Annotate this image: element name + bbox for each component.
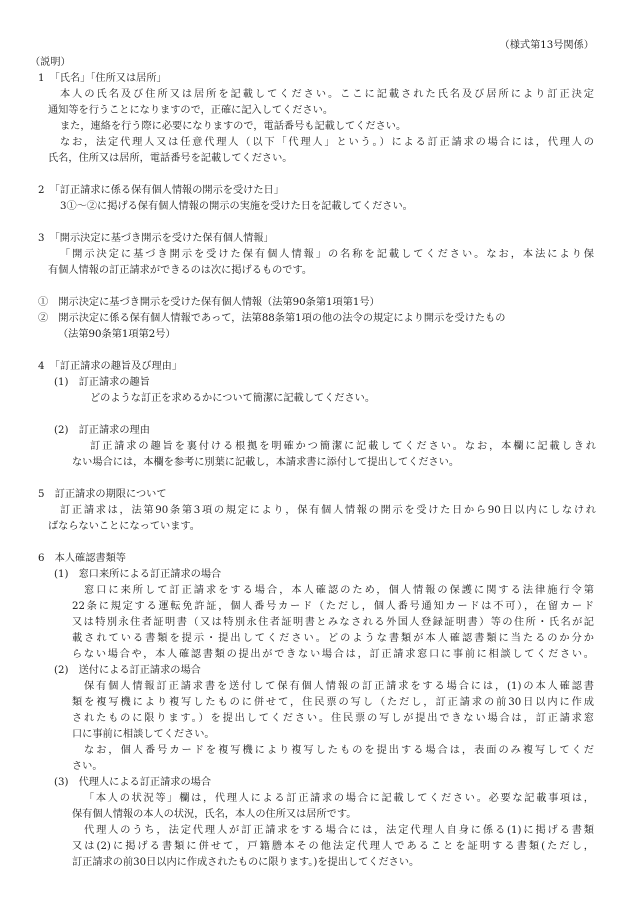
section-6-sub3-text: 「本人の状況等」欄は，代理人による訂正請求の場合に記載してください。必要な記載事項は， <box>84 793 594 804</box>
explanation-heading: （説明） <box>30 57 71 68</box>
section-1-text: なお，法定代理人又は任意代理人（以下「代理人」という。）による訂正請求の場合には，代理人の <box>60 137 594 148</box>
section-3-list-item: ① 開示決定に基づき開示を受けた保有個人情報（法第90条第1項第1号） <box>38 297 380 308</box>
section-3-text: 有個人情報の訂正請求ができるのは次に掲げるものです。 <box>48 265 313 276</box>
section-5-text: 訂正請求は，法第90条第3項の規定により，保有個人情報の開示を受けた日から90日以内にしなけれ <box>60 505 596 516</box>
section-5-text: ばならないことになっています。 <box>48 521 200 532</box>
section-6-sub1-text: らない場合や，本人確認書類の提出ができない場合は，訂正請求窓口に事前に相談してください。 <box>72 649 594 660</box>
section-6-sub2-title: (2) 送付による訂正請求の場合 <box>54 665 201 676</box>
section-6-sub1-text: 載されている書類を提示・提出してください。どのような書類が本人確認書類に当たるのか分か <box>72 633 594 644</box>
section-6-sub3-text: 訂正請求の前30日以内に作成されたものに限ります。)を提出してください。 <box>72 857 420 868</box>
section-1-title: 1 「氏名」「住所又は居所」 <box>38 73 167 84</box>
section-4-sub1-text: どのような訂正を求めるかについて簡潔に記載してください。 <box>90 393 376 404</box>
section-6-sub2-text: さい。 <box>72 761 103 772</box>
section-6-sub1-text: 22条に規定する運転免許証，個人番号カード（ただし，個人番号通知カードは不可），在留カード <box>72 601 594 612</box>
section-2-text: 3①～②に掲げる保有個人情報の開示の実施を受けた日を記載してください。 <box>60 201 413 212</box>
section-6-sub2-text: なお，個人番号カードを複写機により複写したものを提出する場合は，表面のみ複写してくだ <box>84 745 594 756</box>
section-6-sub2-text: されたものに限ります。）を提出してください。住民票の写しが提出できない場合は，訂正請求窓 <box>72 713 594 724</box>
form-reference: （様式第13号関係） <box>499 40 594 51</box>
section-1-text: 通知等を行うことになりますので，正確に記入してください。 <box>48 105 334 116</box>
section-6-sub3-text: 代理人のうち，法定代理人が訂正請求をする場合には，法定代理人自身に係る(1)に掲げる書類 <box>84 825 594 836</box>
section-3-list-item: ② 開示決定に係る保有個人情報であって，法第88条第1項の他の法令の規定により開示を受けたもの <box>38 313 506 324</box>
section-4-title: 4 「訂正請求の趣旨及び理由」 <box>38 361 183 372</box>
section-6-sub2-text: 口に事前に相談してください。 <box>72 729 215 740</box>
section-6-sub3-text: 又は(2)に掲げる書類に併せて，戸籍謄本その他法定代理人であることを証明する書類(ただし， <box>72 841 594 852</box>
section-6-sub1-title: (1) 窓口来所による訂正請求の場合 <box>54 569 222 580</box>
section-6-sub2-text: 保有個人情報訂正請求書を送付して保有個人情報の訂正請求をする場合には，(1)の本人確認書 <box>84 681 594 692</box>
section-4-sub2-title: (2) 訂正請求の理由 <box>54 425 150 436</box>
section-5-title: 5 訂正請求の期限について <box>38 489 167 500</box>
section-1-text: 本人の氏名及び住所又は居所を記載してください。ここに記載された氏名及び居所により訂正決定 <box>60 89 594 100</box>
section-6-sub2-text: 類を複写機により複写したものに併せて，住民票の写し（ただし，訂正請求の前30日以内に作成 <box>72 697 594 708</box>
section-6-sub3-title: (3) 代理人による訂正請求の場合 <box>54 777 212 788</box>
section-3-text: 「開示決定に基づき開示を受けた保有個人情報」の名称を記載してください。なお，本法により保 <box>60 249 594 260</box>
section-1-text: 氏名，住所又は居所，電話番号を記載してください。 <box>48 153 293 164</box>
section-4-sub2-text: 訂正請求の趣旨を裏付ける根拠を明確かつ簡潔に記載してください。なお，本欄に記載しきれ <box>90 441 596 452</box>
section-1-text: また，連絡を行う際に必要になりますので，電話番号も記載してください。 <box>60 121 407 132</box>
section-6-sub3-text: 保有個人情報の本人の状況，氏名，本人の住所又は居所です。 <box>72 809 357 820</box>
section-6-title: 6 本人確認書類等 <box>38 553 126 564</box>
section-3-title: 3 「開示決定に基づき開示を受けた保有個人情報」 <box>38 233 274 244</box>
section-4-sub2-text: ない場合には，本欄を参考に別葉に記載し，本請求書に添付して提出してください。 <box>72 457 460 468</box>
section-2-title: 2 「訂正請求に係る保有個人情報の開示を受けた日」 <box>38 185 284 196</box>
section-6-sub1-text: 窓口に来所して訂正請求をする場合，本人確認のため，個人情報の保護に関する法律施行令第 <box>84 585 594 596</box>
section-6-sub1-text: 又は特別永住者証明書（又は特別永住者証明書とみなされる外国人登録証明書）等の住所・氏名が記 <box>72 617 594 628</box>
section-3-list-item: （法第90条第1項第2号） <box>58 329 176 340</box>
section-4-sub1-title: (1) 訂正請求の趣旨 <box>54 377 150 388</box>
